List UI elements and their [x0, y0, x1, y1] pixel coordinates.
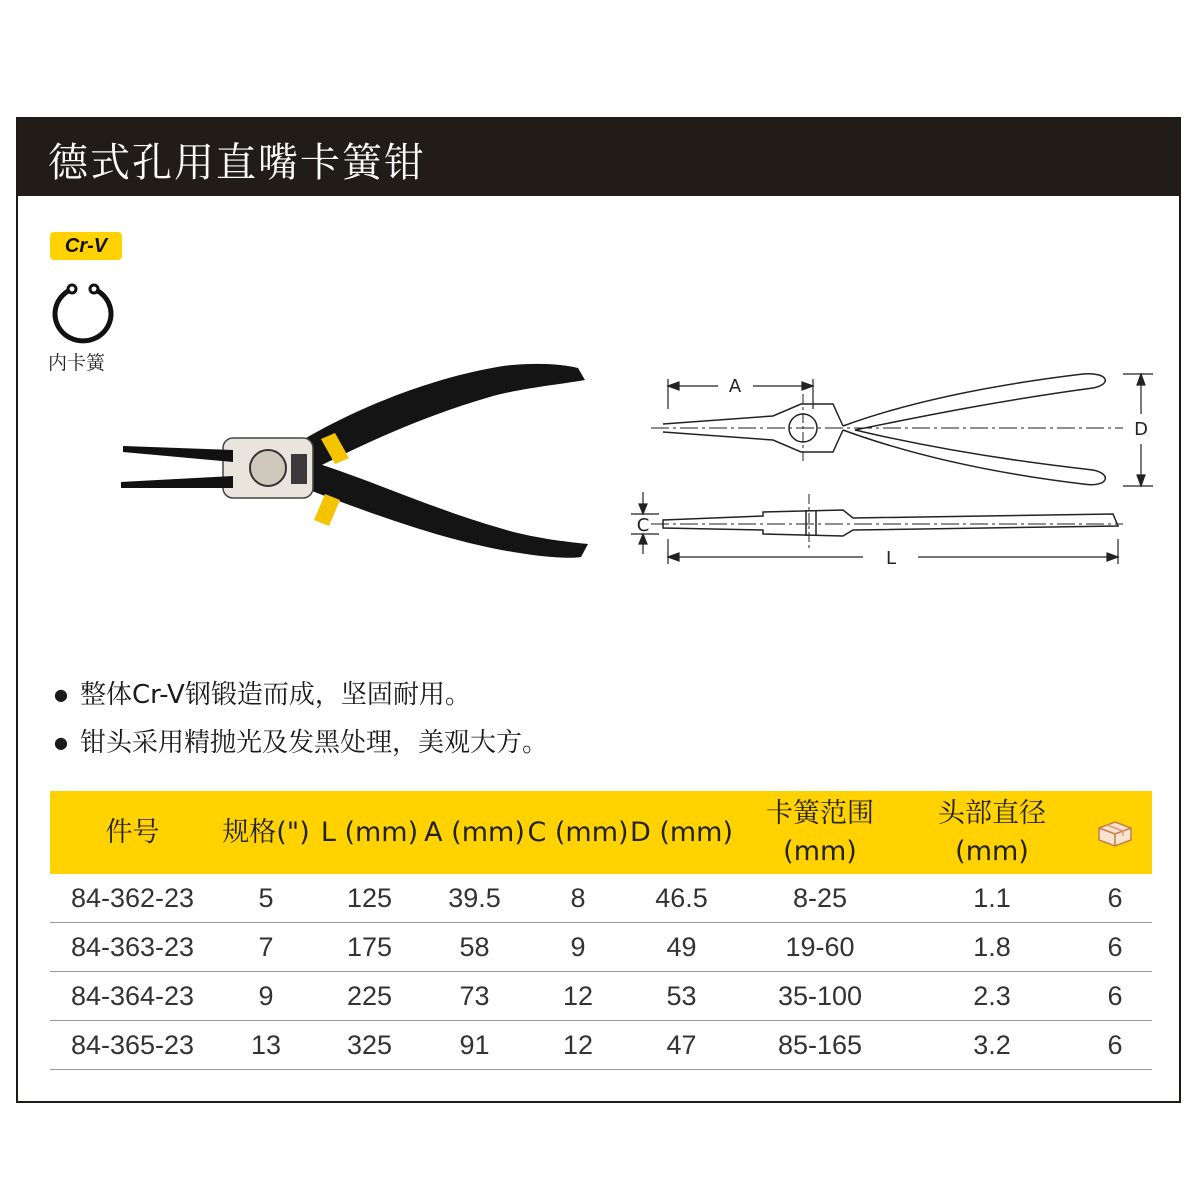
cell-part-number: 84-362-23 — [50, 874, 215, 923]
cell-c: 8 — [527, 874, 629, 923]
col-d: D (mm) — [629, 791, 734, 874]
cell-c: 12 — [527, 972, 629, 1021]
col-package — [1078, 791, 1152, 874]
col-length: L (mm) — [317, 791, 422, 874]
feature-item: ● 整体Cr-V钢锻造而成，坚固耐用。 — [54, 671, 548, 719]
cell-head-diameter: 1.8 — [906, 923, 1078, 972]
cell-range: 8-25 — [734, 874, 906, 923]
cell-d: 53 — [629, 972, 734, 1021]
ring-type-label: 内卡簧 — [48, 352, 106, 374]
cell-a: 91 — [422, 1021, 527, 1070]
table-row — [50, 923, 1152, 972]
cell-part-number: 84-365-23 — [50, 1021, 215, 1070]
package-box-icon — [1095, 816, 1135, 850]
cell-part-number: 84-363-23 — [50, 923, 215, 972]
cell-length: 325 — [317, 1021, 422, 1070]
cell-head-diameter: 2.3 — [906, 972, 1078, 1021]
cell-package: 6 — [1078, 874, 1152, 923]
dim-label-c: C — [636, 515, 650, 536]
cell-length: 125 — [317, 874, 422, 923]
cell-size: 9 — [215, 972, 317, 1021]
dimension-diagram — [623, 364, 1148, 574]
col-range-unit: (mm) — [783, 835, 857, 867]
col-a: A (mm) — [422, 791, 527, 874]
table-row — [50, 874, 1152, 923]
cell-head-diameter: 1.1 — [906, 874, 1078, 923]
table-row — [50, 972, 1152, 1021]
col-c: C (mm) — [527, 791, 629, 874]
col-range — [734, 791, 906, 874]
dim-label-l: L — [885, 548, 897, 569]
cell-a: 39.5 — [422, 874, 527, 923]
cell-length: 175 — [317, 923, 422, 972]
cell-c: 12 — [527, 1021, 629, 1070]
cell-range: 19-60 — [734, 923, 906, 972]
col-size: 规格(") — [215, 791, 317, 874]
cell-package: 6 — [1078, 923, 1152, 972]
material-badge: Cr-V — [50, 232, 122, 260]
cell-d: 47 — [629, 1021, 734, 1070]
col-head-unit: (mm) — [955, 835, 1029, 867]
spec-table — [50, 791, 1152, 1070]
page-title: 德式孔用直嘴卡簧钳 — [48, 140, 426, 186]
cell-size: 5 — [215, 874, 317, 923]
title-bar — [18, 119, 1179, 196]
col-part-number: 件号 — [50, 791, 215, 874]
cell-d: 49 — [629, 923, 734, 972]
feature-item: ● 钳头采用精抛光及发黑处理，美观大方。 — [54, 719, 548, 767]
cell-range: 35-100 — [734, 972, 906, 1021]
cell-size: 7 — [215, 923, 317, 972]
dim-label-a: A — [728, 376, 742, 397]
col-range-label: 卡簧范围 — [766, 797, 874, 829]
cell-a: 73 — [422, 972, 527, 1021]
cell-package: 6 — [1078, 1021, 1152, 1070]
cell-head-diameter: 3.2 — [906, 1021, 1078, 1070]
table-header-row — [50, 791, 1152, 874]
dim-label-d: D — [1134, 419, 1148, 440]
cell-part-number: 84-364-23 — [50, 972, 215, 1021]
col-head-diameter — [906, 791, 1078, 874]
cell-length: 225 — [317, 972, 422, 1021]
cell-package: 6 — [1078, 972, 1152, 1021]
cell-d: 46.5 — [629, 874, 734, 923]
col-head-label: 头部直径 — [938, 797, 1046, 829]
cell-size: 13 — [215, 1021, 317, 1070]
feature-list — [54, 671, 548, 767]
cell-a: 58 — [422, 923, 527, 972]
table-row — [50, 1021, 1152, 1070]
retaining-ring-icon — [50, 282, 116, 346]
pliers-photo — [103, 354, 613, 584]
product-sheet — [16, 117, 1181, 1103]
cell-range: 85-165 — [734, 1021, 906, 1070]
cell-c: 9 — [527, 923, 629, 972]
